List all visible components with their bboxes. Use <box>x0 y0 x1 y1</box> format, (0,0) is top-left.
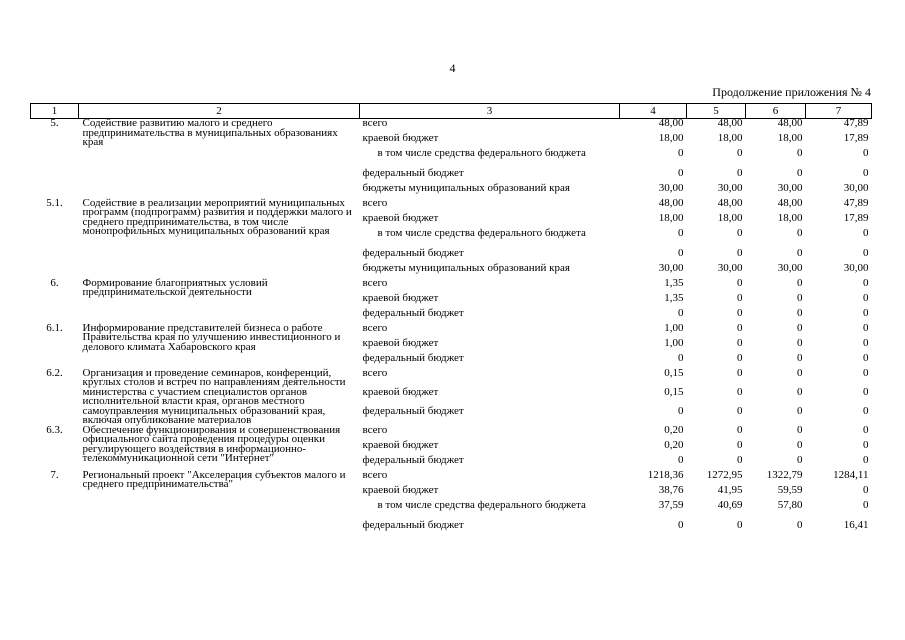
header-cell-1: 1 <box>31 104 79 119</box>
item-number: 7. <box>50 468 59 481</box>
value-cell: 0 <box>797 366 803 379</box>
value-cell: 0 <box>737 321 743 334</box>
value-cell: 0 <box>863 385 869 398</box>
funding-source: краевой бюджет <box>362 336 439 349</box>
item-number: 6. <box>50 276 59 289</box>
value-cell: 0 <box>678 404 684 417</box>
value-cell: 0 <box>678 351 684 364</box>
value-cell: 0 <box>737 518 743 531</box>
value-cell: 38,76 <box>658 483 684 496</box>
value-cell: 1218,36 <box>647 468 684 481</box>
value-cell: 48,00 <box>777 196 803 209</box>
value-cell: 0 <box>863 498 869 511</box>
funding-source: всего <box>362 423 388 436</box>
value-cell: 0 <box>678 246 684 259</box>
value-cell: 47,89 <box>843 196 869 209</box>
funding-source: федеральный бюджет <box>362 351 464 364</box>
value-cell: 48,00 <box>717 117 743 129</box>
funding-source: краевой бюджет <box>362 385 439 398</box>
value-cell: 18,00 <box>658 211 684 224</box>
value-cell: 0,15 <box>664 385 684 398</box>
value-cell: 0 <box>797 404 803 417</box>
header-cell-7: 7 <box>806 104 872 119</box>
item-name: Содействие в реализации мероприятий муниципальных программ (подпрограмм) развития и поддержки малого и среднего предпринимательства, в том числе монопрофильных муниципальных образований края <box>82 196 352 237</box>
value-cell: 0 <box>737 453 743 466</box>
value-cell: 0 <box>737 276 743 289</box>
value-cell: 0 <box>863 306 869 319</box>
funding-source: краевой бюджет <box>362 291 439 304</box>
value-cell: 0 <box>737 166 743 179</box>
value-cell: 0 <box>797 453 803 466</box>
value-cell: 18,00 <box>777 211 803 224</box>
value-cell: 0 <box>797 423 803 436</box>
value-cell: 0 <box>863 246 869 259</box>
value-cell: 17,89 <box>843 131 869 144</box>
table-row <box>31 279 872 294</box>
funding-source: краевой бюджет <box>362 438 439 451</box>
value-cell: 0,15 <box>664 366 684 379</box>
value-cell: 0 <box>797 518 803 531</box>
value-cell: 0 <box>863 483 869 496</box>
header-cell-2: 2 <box>79 104 360 119</box>
value-cell: 0 <box>797 146 803 159</box>
funding-source: федеральный бюджет <box>362 518 464 531</box>
value-cell: 0 <box>678 166 684 179</box>
value-cell: 0 <box>863 351 869 364</box>
value-cell: 1,00 <box>664 321 684 334</box>
value-cell: 0 <box>678 226 684 239</box>
funding-source: краевой бюджет <box>362 483 439 496</box>
funding-source: всего <box>362 468 388 481</box>
value-cell: 0 <box>737 336 743 349</box>
funding-source: бюджеты муниципальных образований края <box>362 261 570 274</box>
value-cell: 59,59 <box>777 483 803 496</box>
value-cell: 57,80 <box>777 498 803 511</box>
table-row <box>31 324 872 339</box>
value-cell: 48,00 <box>717 196 743 209</box>
value-cell: 18,00 <box>717 131 743 144</box>
value-cell: 41,95 <box>717 483 743 496</box>
value-cell: 30,00 <box>717 261 743 274</box>
value-cell: 48,00 <box>658 117 684 129</box>
header-cell-3: 3 <box>360 104 620 119</box>
value-cell: 0 <box>863 226 869 239</box>
funding-source: федеральный бюджет <box>362 166 464 179</box>
value-cell: 0 <box>863 166 869 179</box>
value-cell: 0 <box>863 423 869 436</box>
value-cell: 0 <box>863 321 869 334</box>
funding-source: федеральный бюджет <box>362 404 464 417</box>
value-cell: 0 <box>737 404 743 417</box>
item-name: Информирование представителей бизнеса о работе Правительства края по улучшению инвестиционного и делового климата Хабаровского края <box>82 321 341 353</box>
value-cell: 0 <box>737 306 743 319</box>
value-cell: 0 <box>678 518 684 531</box>
value-cell: 0 <box>797 246 803 259</box>
value-cell: 17,89 <box>843 211 869 224</box>
value-cell: 0 <box>797 385 803 398</box>
value-cell: 18,00 <box>777 131 803 144</box>
funding-source: всего <box>362 321 388 334</box>
header-cell-6: 6 <box>746 104 806 119</box>
value-cell: 0 <box>737 291 743 304</box>
value-cell: 0 <box>797 351 803 364</box>
table-row <box>31 471 872 486</box>
item-name: Организация и проведение семинаров, конференций, круглых столов и встреч по направлениям деятельности министерства с участием специалистов органов исполнительной власти края, органов местного самоуправления муниципальных образований края, включая опубликование материалов <box>82 366 346 426</box>
value-cell: 0 <box>678 453 684 466</box>
value-cell: 16,41 <box>843 518 869 531</box>
value-cell: 18,00 <box>658 131 684 144</box>
value-cell: 0 <box>797 226 803 239</box>
value-cell: 0 <box>797 321 803 334</box>
item-name: Региональный проект "Акселерация субъектов малого и среднего предпринимательства" <box>82 468 346 490</box>
item-name: Обеспечение функционирования и совершенствования официального сайта проведения процедуры оценки регулирующего воздействия в информационно-телекоммуникационной сети "Интернет" <box>82 423 341 464</box>
item-name: Формирование благоприятных условий предпринимательской деятельности <box>82 276 268 298</box>
value-cell: 0 <box>797 336 803 349</box>
value-cell: 0 <box>863 366 869 379</box>
funding-source: краевой бюджет <box>362 131 439 144</box>
funding-source: всего <box>362 117 388 129</box>
funding-source: федеральный бюджет <box>362 453 464 466</box>
value-cell: 0 <box>678 306 684 319</box>
value-cell: 0,20 <box>664 438 684 451</box>
value-cell: 0 <box>737 385 743 398</box>
value-cell: 0 <box>737 423 743 436</box>
header-cell-5: 5 <box>687 104 746 119</box>
value-cell: 0 <box>678 146 684 159</box>
table-row <box>31 426 872 441</box>
value-cell: 30,00 <box>843 181 869 194</box>
value-cell: 0 <box>863 438 869 451</box>
funding-source: федеральный бюджет <box>362 246 464 259</box>
value-cell: 1284,11 <box>833 468 869 481</box>
table-row <box>31 199 872 214</box>
value-cell: 30,00 <box>777 261 803 274</box>
value-cell: 30,00 <box>658 261 684 274</box>
funding-source: всего <box>362 196 388 209</box>
funding-source: всего <box>362 276 388 289</box>
value-cell: 30,00 <box>658 181 684 194</box>
value-cell: 1272,95 <box>706 468 743 481</box>
item-name: Содействие развитию малого и среднего предпринимательства в муниципальных образованиях края <box>82 117 338 148</box>
value-cell: 0 <box>737 351 743 364</box>
funding-source: в том числе средства федерального бюджета <box>377 226 586 239</box>
table-body <box>31 119 872 536</box>
value-cell: 0 <box>863 404 869 417</box>
value-cell: 0 <box>737 246 743 259</box>
item-number: 5.1. <box>46 196 63 209</box>
value-cell: 1,35 <box>664 291 684 304</box>
value-cell: 47,89 <box>843 117 869 129</box>
value-cell: 18,00 <box>717 211 743 224</box>
value-cell: 0 <box>737 366 743 379</box>
value-cell: 0 <box>797 276 803 289</box>
value-cell: 48,00 <box>777 117 803 129</box>
appendix-continuation-label: Продолжение приложения № 4 <box>712 85 871 99</box>
value-cell: 0 <box>797 306 803 319</box>
value-cell: 0 <box>863 336 869 349</box>
funding-source: федеральный бюджет <box>362 306 464 319</box>
value-cell: 0,20 <box>664 423 684 436</box>
value-cell: 40,69 <box>717 498 743 511</box>
funding-source: бюджеты муниципальных образований края <box>362 181 570 194</box>
value-cell: 37,59 <box>658 498 684 511</box>
item-number: 6.2. <box>46 366 63 379</box>
value-cell: 0 <box>797 291 803 304</box>
header-cell-4: 4 <box>620 104 687 119</box>
value-cell: 1,00 <box>664 336 684 349</box>
value-cell: 48,00 <box>658 196 684 209</box>
value-cell: 0 <box>863 453 869 466</box>
value-cell: 0 <box>863 291 869 304</box>
funding-source: в том числе средства федерального бюджета <box>377 146 586 159</box>
item-number: 6.3. <box>46 423 63 436</box>
value-cell: 0 <box>737 226 743 239</box>
value-cell: 30,00 <box>777 181 803 194</box>
table-row <box>31 119 872 134</box>
value-cell: 1322,79 <box>766 468 803 481</box>
value-cell: 0 <box>737 438 743 451</box>
value-cell: 0 <box>863 276 869 289</box>
value-cell: 1,35 <box>664 276 684 289</box>
value-cell: 0 <box>863 146 869 159</box>
value-cell: 0 <box>797 166 803 179</box>
item-number: 6.1. <box>46 321 63 334</box>
value-cell: 30,00 <box>717 181 743 194</box>
value-cell: 30,00 <box>843 261 869 274</box>
table-row <box>31 369 872 388</box>
funding-source: краевой бюджет <box>362 211 439 224</box>
funding-source: всего <box>362 366 388 379</box>
item-number: 5. <box>50 117 59 129</box>
budget-table <box>30 103 872 536</box>
value-cell: 0 <box>797 438 803 451</box>
page-number: 4 <box>449 61 456 75</box>
value-cell: 0 <box>737 146 743 159</box>
funding-source: в том числе средства федерального бюджета <box>377 498 586 511</box>
